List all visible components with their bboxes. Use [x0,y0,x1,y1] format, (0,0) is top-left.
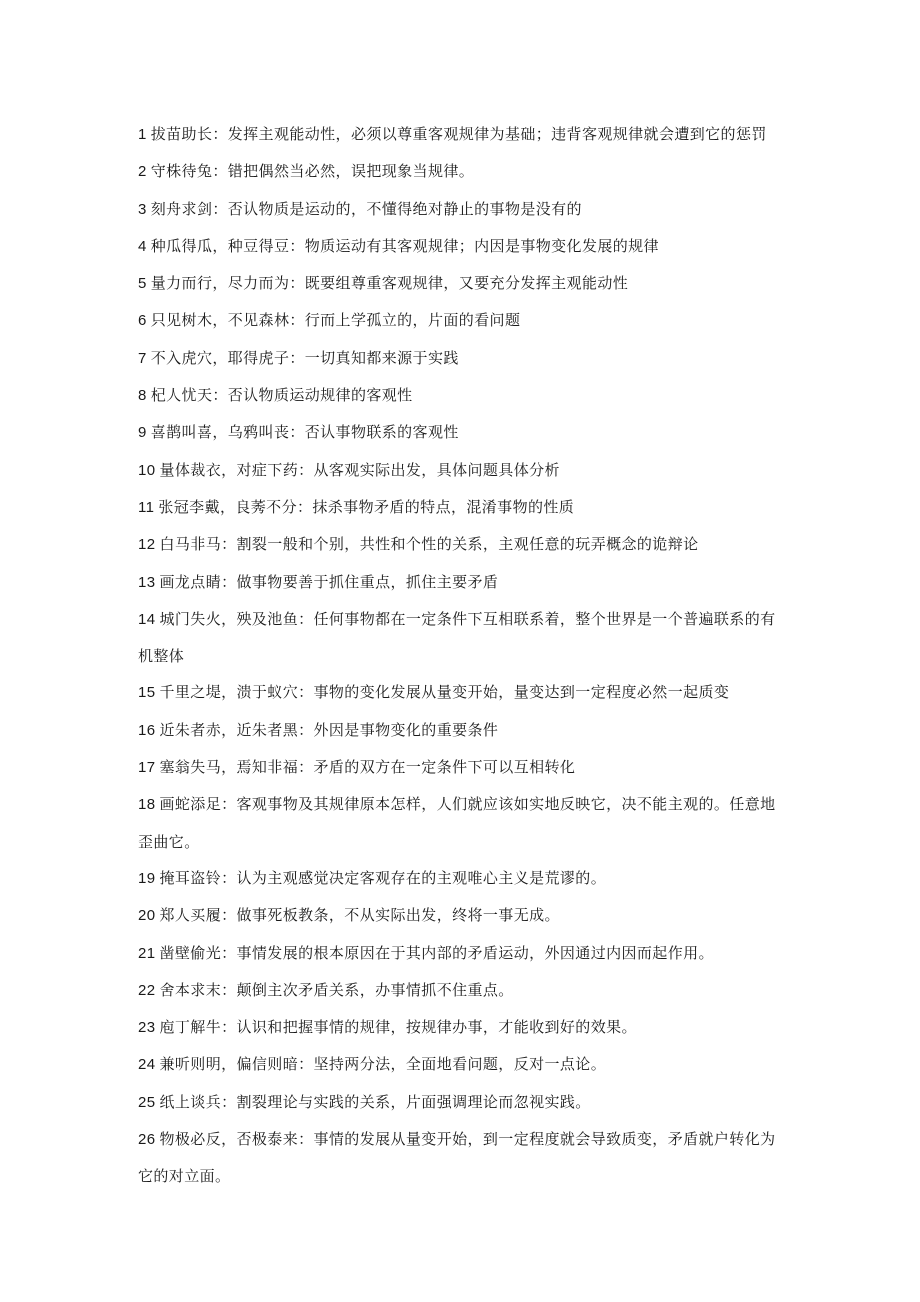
entry-number: 19 [138,869,156,887]
entry-item [138,526,788,563]
entry-item [138,749,788,786]
entry-number: 12 [138,536,156,554]
entry-text: 纸上谈兵：割裂理论与实践的关系，片面强调理论而忽视实践。 [159,1092,591,1111]
entry-list [138,116,788,1195]
entry-item [138,564,788,601]
entry-item [138,935,788,972]
entry-number: 4 [138,237,147,255]
entry-item [138,377,788,414]
entry-number: 9 [138,424,147,442]
entry-item [138,116,788,153]
entry-text: 只见树木，不见森林：行而上学孤立的，片面的看问题 [150,311,521,330]
entry-text: 喜鹊叫喜，乌鸦叫丧：否认事物联系的客观性 [150,423,459,442]
entry-number: 8 [138,387,147,405]
entry-text: 塞翁失马，焉知非福：矛盾的双方在一定条件下可以互相转化 [159,758,576,777]
entry-text: 庖丁解牛：认识和把握事情的规律，按规律办事，才能收到好的效果。 [159,1018,637,1037]
entry-text: 舍本求末：颠倒主次矛盾关系，办事情抓不住重点。 [159,980,514,999]
entry-text: 物极必反，否极泰来：事情的发展从量变开始，到一定程度就会导致质变，矛盾就户转化为它的对立面。 [138,1130,776,1186]
entry-text: 画蛇添足：客观事物及其规律原本怎样，人们就应该如实地反映它，决不能主观的。任意地歪曲它。 [138,795,776,851]
entry-number: 26 [138,1131,156,1149]
entry-item [138,897,788,934]
entry-text: 掩耳盗铃：认为主观感觉决定客观存在的主观唯心主义是荒谬的。 [159,868,607,887]
entry-item [138,712,788,749]
entry-number: 3 [138,200,147,218]
entry-item [138,674,788,711]
entry-item [138,1121,788,1195]
entry-item [138,265,788,302]
entry-number: 7 [138,349,147,367]
entry-text: 城门失火，殃及池鱼：任何事物都在一定条件下互相联系着，整个世界是一个普遍联系的有机整体 [138,609,776,666]
entry-item [138,972,788,1009]
entry-item [138,860,788,897]
entry-item [138,340,788,377]
entry-number: 1 [138,126,147,143]
entry-number: 14 [138,610,156,628]
entry-text: 不入虎穴，耶得虎子：一切真知都来源于实践 [150,348,459,367]
entry-number: 21 [138,944,156,962]
entry-number: 13 [138,573,156,591]
entry-item [138,1009,788,1046]
entry-number: 18 [138,796,156,814]
entry-item [138,302,788,339]
entry-number: 22 [138,981,156,999]
entry-item [138,601,788,675]
entry-text: 量力而行，尽力而为：既要组尊重客观规律，又要充分发挥主观能动性 [150,274,629,293]
entry-text: 画龙点睛：做事物要善于抓住重点，抓住主要矛盾 [159,572,499,591]
entry-item [138,786,788,860]
entry-text: 拔苗助长：发挥主观能动性，必须以尊重客观规律为基础；违背客观规律就会遭到它的惩罚 [150,125,767,143]
entry-number: 10 [138,461,156,479]
entry-number: 2 [138,163,147,181]
entry-number: 23 [138,1019,156,1037]
entry-text: 白马非马：割裂一般和个别，共性和个性的关系，主观任意的玩弄概念的诡辩论 [159,535,699,554]
entry-number: 16 [138,721,156,739]
entry-number: 15 [138,684,156,702]
entry-text: 郑人买履：做事死板教条，不从实际出发，终将一事无成。 [159,906,560,925]
entry-item [138,1084,788,1121]
entry-item [138,414,788,451]
entry-number: 5 [138,275,147,293]
entry-item [138,452,788,489]
entry-item [138,228,788,265]
entry-number: 24 [138,1056,156,1074]
entry-number: 17 [138,759,156,777]
entry-text: 千里之堤，溃于蚁穴：事物的变化发展从量变开始，量变达到一定程度必然一起质变 [159,683,730,702]
entry-text: 凿壁偷光：事情发展的根本原因在于其内部的矛盾运动，外因通过内因而起作用。 [159,943,714,962]
entry-number: 25 [138,1093,156,1111]
entry-text: 兼听则明，偏信则暗：坚持两分法，全面地看问题，反对一点论。 [159,1055,607,1074]
entry-text: 刻舟求剑：否认物质是运动的，不懂得绝对静止的事物是没有的 [150,199,582,218]
entry-item [138,153,788,190]
entry-text: 守株待兔：错把偶然当必然，误把现象当规律。 [150,162,475,181]
entry-number: 6 [138,312,147,330]
entry-item [138,1046,788,1083]
entry-number: 20 [138,907,156,925]
entry-text: 近朱者赤，近朱者黑：外因是事物变化的重要条件 [159,720,499,739]
entry-number: 11 [138,498,155,516]
entry-text: 张冠李戴，良莠不分：抹杀事物矛盾的特点，混淆事物的性质 [158,497,575,516]
entry-text: 量体裁衣，对症下药：从客观实际出发，具体问题具体分析 [159,460,560,479]
entry-item [138,489,788,526]
entry-text: 种瓜得瓜，种豆得豆：物质运动有其客观规律；内因是事物变化发展的规律 [150,236,659,255]
entry-text: 杞人忧天：否认物质运动规律的客观性 [150,386,413,405]
entry-item [138,191,788,228]
